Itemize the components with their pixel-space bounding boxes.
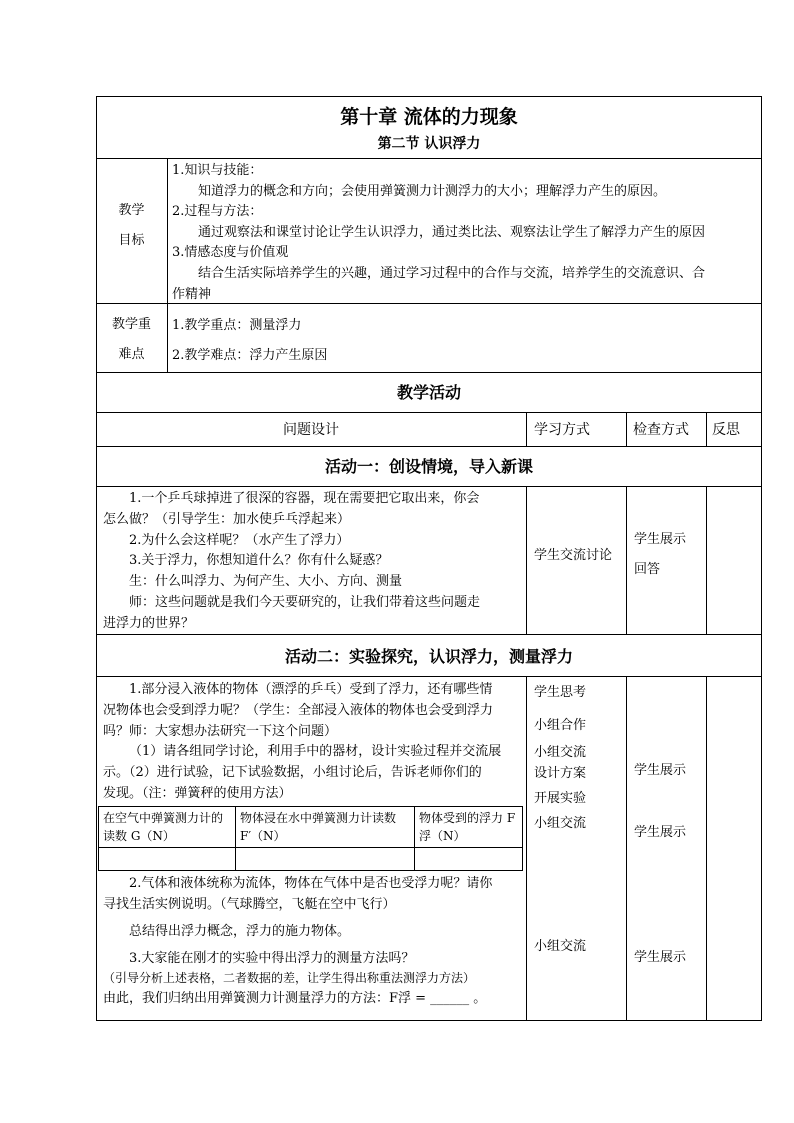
activity1-check-line: 学生展示 <box>634 532 687 547</box>
section-title: 第二节 认识浮力 <box>377 136 481 152</box>
goals-item: 2.过程与方法： <box>172 204 263 220</box>
col-divider <box>706 486 707 635</box>
table-header-cell: 物体受到的浮力 F浮（N） <box>415 807 523 848</box>
activity2-method: 小组交流 <box>534 939 587 954</box>
col-header-check: 检查方式 <box>633 422 689 438</box>
activity2-line: 3.大家能在刚才的实验中得出浮力的测量方法吗？ <box>129 951 415 966</box>
activity1-line: 2.为什么会这样呢？（水产生了浮力） <box>129 532 350 548</box>
activity1-title: 活动一：创设情境，导入新课 <box>324 457 533 476</box>
col-header-question: 问题设计 <box>283 422 339 438</box>
activity2-content-b <box>103 873 523 1009</box>
chapter-title: 第十章 流体的力现象 <box>340 106 518 128</box>
activity1-line: 进浮力的世界？ <box>103 615 195 631</box>
activity2-method: 小组交流 <box>534 816 587 831</box>
goals-item: 通过观察法和课堂讨论让学生认识浮力，通过类比法、观察法让学生了解浮力产生的原因 <box>198 224 706 240</box>
activity2-line: 吗？师：大家想办法研究一下这个问题） <box>103 723 338 739</box>
activity2-methods <box>534 682 626 834</box>
activity2-line: 1.部分浸入液体的物体（漂浮的乒乓）受到了浮力，还有哪些情 <box>129 682 493 697</box>
col-header-method: 学习方式 <box>534 422 590 438</box>
activity2-line: 寻找生活实例说明。（气球腾空，飞艇在空中飞行） <box>103 897 396 912</box>
keypoints-label-line: 难点 <box>118 347 145 362</box>
keypoints-label <box>96 310 167 370</box>
table-border-bottom <box>96 1020 762 1021</box>
col-divider <box>706 412 707 447</box>
table-data-cell[interactable] <box>99 848 236 871</box>
activity1-check <box>634 525 706 585</box>
activity2-line: 2.气体和液体统称为流体，物体在气体中是否也受浮力呢？请你 <box>129 876 493 891</box>
activity2-title: 活动二：实验探究，认识浮力，测量浮力 <box>284 647 573 666</box>
row-divider <box>96 372 762 373</box>
activity2-line: （引导分析上述表格，二者数据的差，让学生得出称重法测浮力方法） <box>103 971 476 985</box>
col-divider <box>706 676 707 1021</box>
goals-label-line: 目标 <box>118 233 145 248</box>
keypoints-content <box>172 311 758 371</box>
row-divider <box>96 676 762 677</box>
col-divider <box>526 412 527 447</box>
table-header-cell: 物体浸在水中弹簧测力计读数 F′（N） <box>236 807 415 848</box>
col-divider <box>526 486 527 635</box>
activity1-line: 1.一个乒乓球掉进了很深的容器，现在需要把它取出来，你会 <box>129 491 480 506</box>
activity2-method: 开展实验 <box>534 791 587 806</box>
keypoints-label-line: 教学重 <box>111 317 151 332</box>
col-divider <box>526 676 527 1021</box>
table-data-cell[interactable] <box>236 848 415 871</box>
col-header-reflection: 反思 <box>712 422 740 438</box>
activity2-method: 设计方案 <box>534 766 587 781</box>
label-col-divider <box>167 158 168 373</box>
activity1-line: 师：这些问题就是我们今天要研究的，让我们带着这些问题走 <box>129 594 481 610</box>
goals-item: 3.情感态度与价值观 <box>172 245 289 261</box>
activity2-content-a <box>103 680 523 805</box>
col-divider <box>626 486 627 635</box>
row-divider <box>96 412 762 413</box>
activity2-method: 学生思考 <box>534 685 587 700</box>
activity2-method: 小组交流 <box>534 745 587 760</box>
goals-item: 作精神 <box>172 286 212 302</box>
goals-item: 结合生活实际培养学生的兴趣，通过学习过程中的合作与交流，培养学生的交流意识、合 <box>198 265 706 281</box>
activity1-content <box>103 489 523 635</box>
table-border-right <box>761 96 762 1021</box>
col-divider <box>626 676 627 1021</box>
activity1-line: 生：什么叫浮力、为何产生、大小、方向、测量 <box>129 574 403 590</box>
activity1-line: 怎么做？（引导学生：加水使乒乓浮起来） <box>103 511 351 527</box>
activity2-line: （1）请各组同学讨论，利用手中的器材，设计实验过程并交流展 <box>129 744 502 760</box>
activity1-line: 3.关于浮力，你想知道什么？你有什么疑惑？ <box>129 553 389 569</box>
goals-label-line: 教学 <box>118 203 145 218</box>
activity2-line: 由此，我们归纳出用弹簧测力计测量浮力的方法：F浮 = ______ 。 <box>103 991 487 1006</box>
goals-content <box>172 161 758 305</box>
activity2-check: 学生展示 <box>634 763 687 778</box>
activity2-line: 发现。（注：弹簧秤的使用方法） <box>103 785 292 801</box>
activity1-method: 学生交流讨论 <box>534 548 613 563</box>
row-divider <box>96 446 762 447</box>
activity2-line: 总结得出浮力概念，浮力的施力物体。 <box>129 924 351 939</box>
activity2-line: 况物体也会受到浮力呢？（学生：全部浸入液体的物体也会受到浮力 <box>103 702 494 718</box>
activity1-check-line: 回答 <box>634 562 661 577</box>
activity2-method: 小组合作 <box>534 718 587 733</box>
activity2-check: 学生展示 <box>634 950 687 965</box>
table-data-cell[interactable] <box>415 848 523 871</box>
activities-heading: 教学活动 <box>396 383 461 402</box>
row-divider <box>96 486 762 487</box>
activity2-line: 示。（2）进行试验，记下试验数据，小组讨论后，告诉老师你们的 <box>103 765 482 781</box>
goals-label <box>96 196 167 256</box>
activity2-check: 学生展示 <box>634 825 687 840</box>
goals-item: 1.知识与技能： <box>172 163 263 178</box>
keypoints-item: 2.教学难点：浮力产生原因 <box>172 348 328 363</box>
table-border-top <box>96 96 762 97</box>
table-header-cell: 在空气中弹簧测力计的读数 G（N） <box>99 807 236 848</box>
col-divider <box>626 412 627 447</box>
goals-item: 知道浮力的概念和方向；会使用弹簧测力计测浮力的大小；理解浮力产生的原因。 <box>198 183 667 199</box>
experiment-data-table <box>98 806 523 871</box>
row-divider <box>96 158 762 159</box>
keypoints-item: 1.教学重点：测量浮力 <box>172 318 302 333</box>
